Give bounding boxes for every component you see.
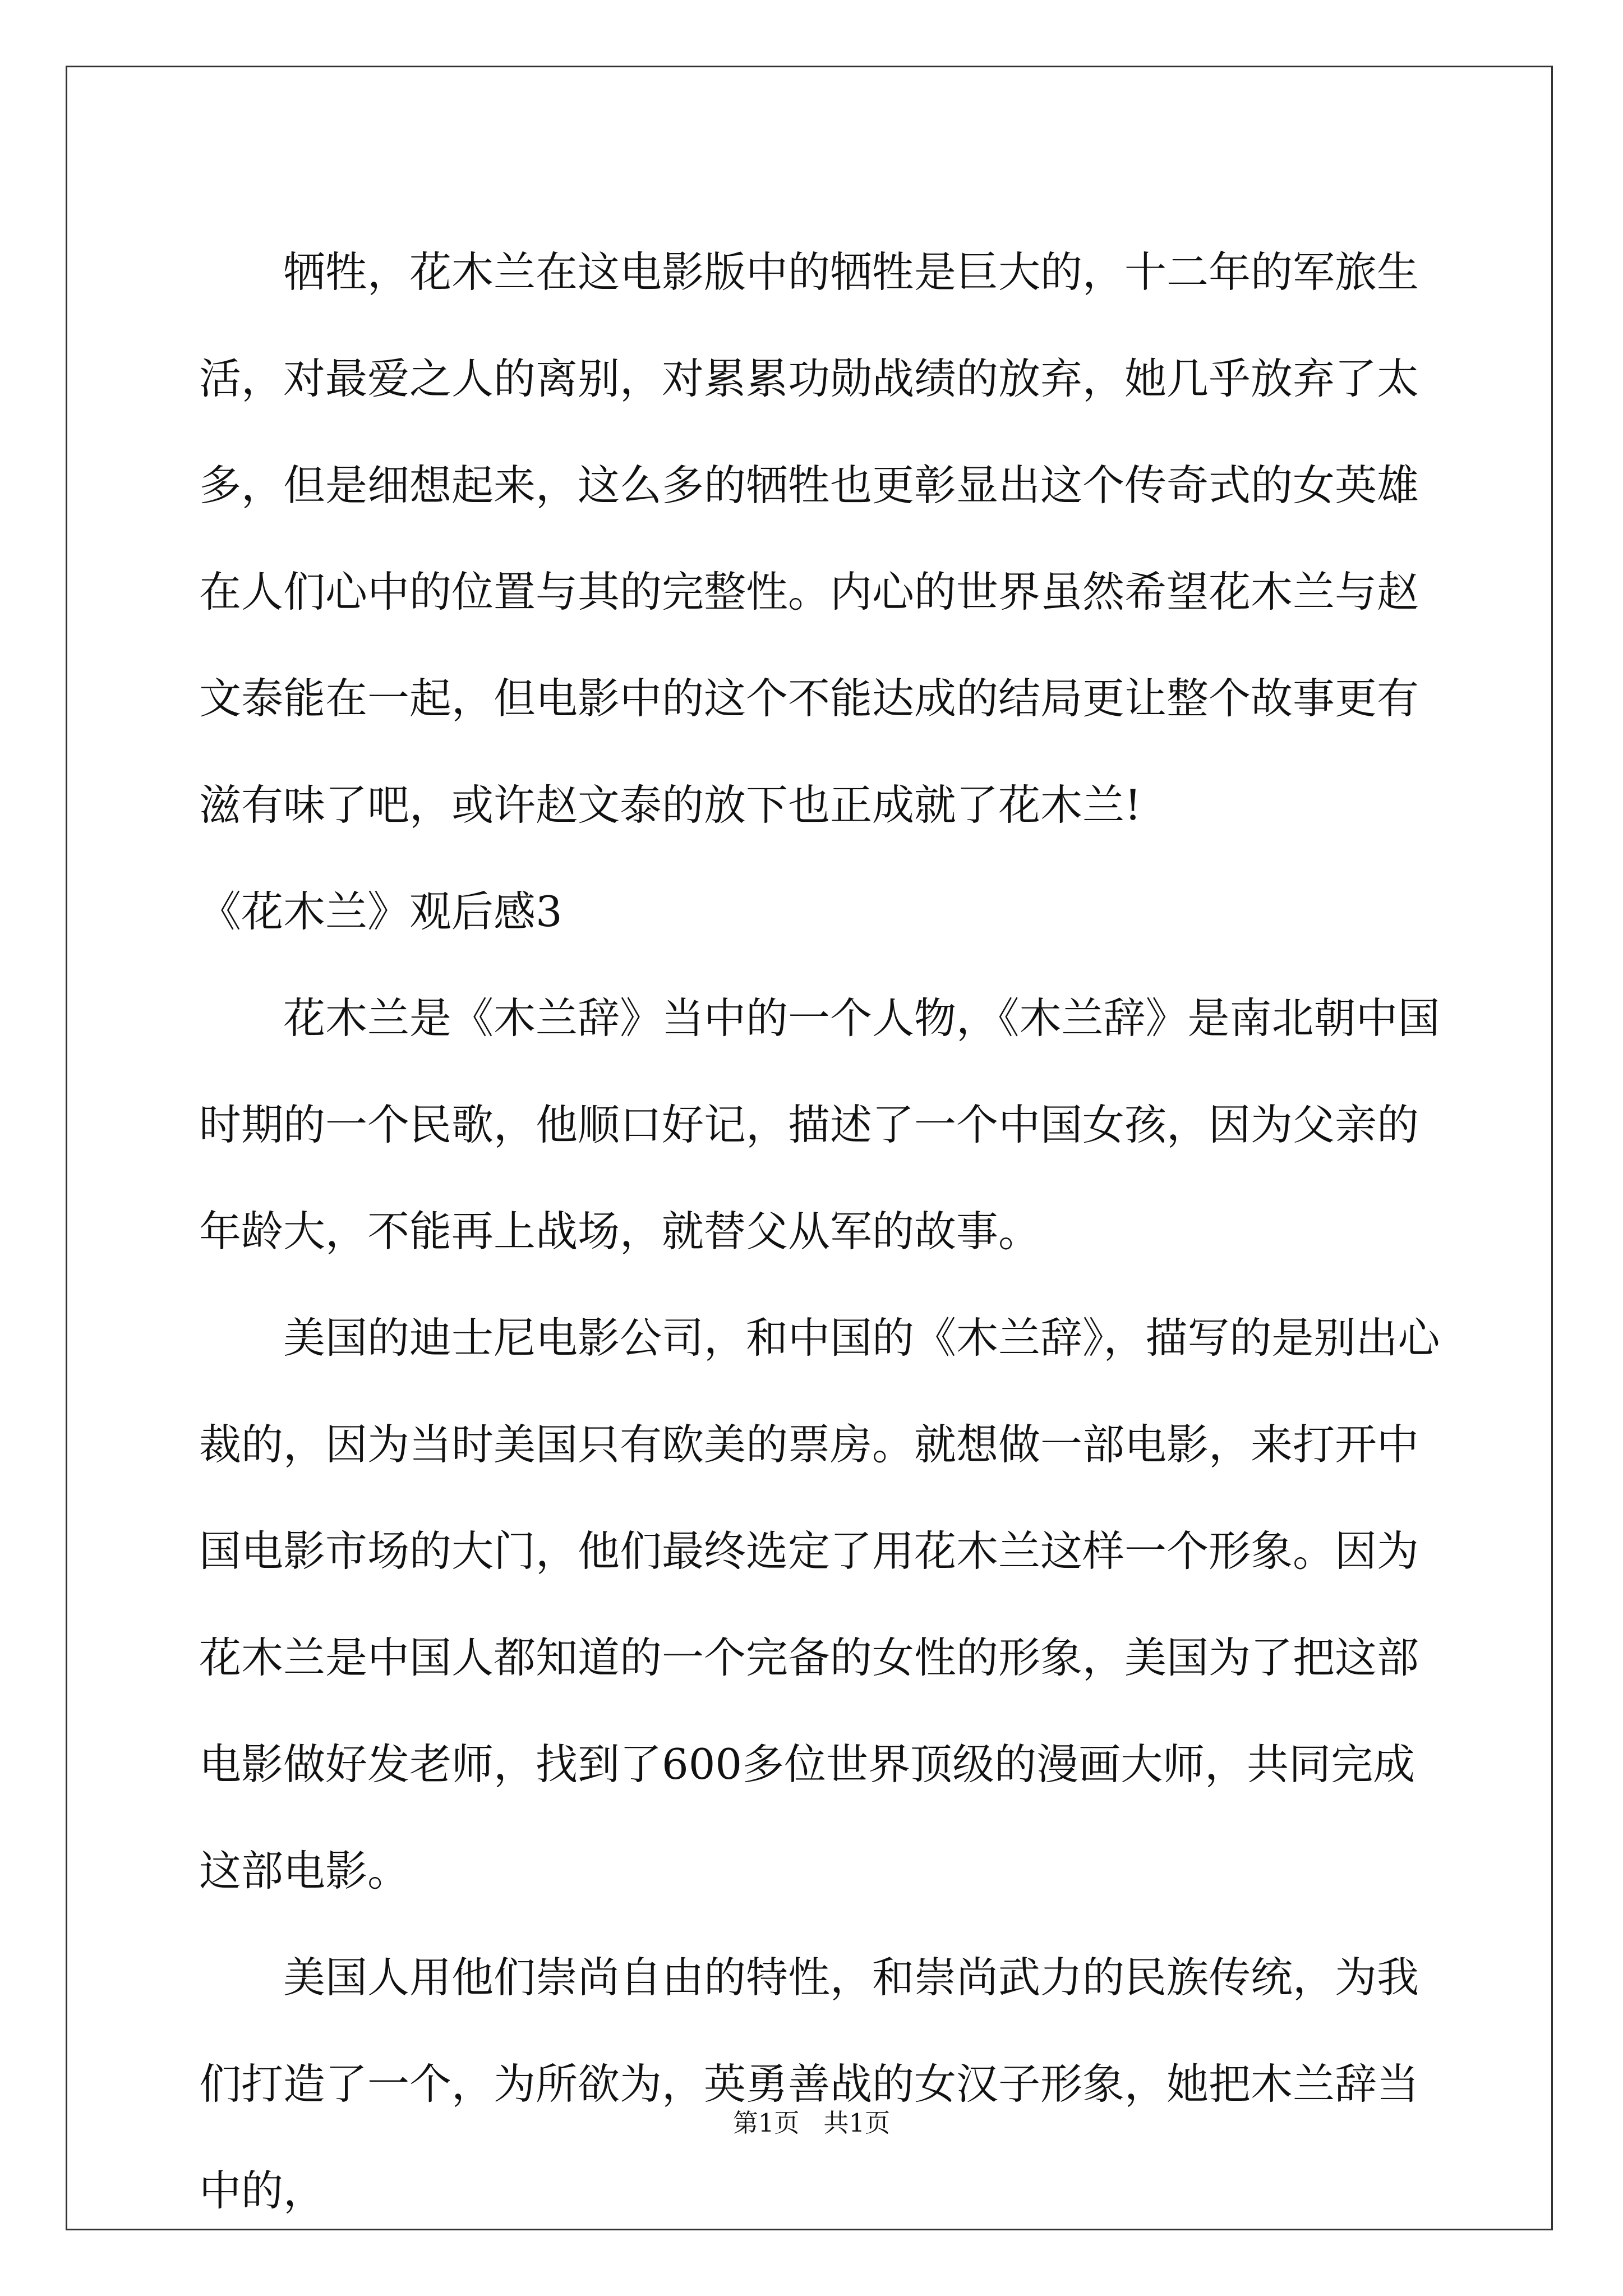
page-footer	[0, 2102, 1623, 2139]
section-title: 《花木兰》观后感3	[199, 887, 562, 936]
paragraph-sacrifice: 牺牲，花木兰在这电影版中的牺牲是巨大的，十二年的军旅生活，对最爱之人的离别，对累累功勋战绩的放弃，她几乎放弃了太多，但是细想起来，这么多的牺牲也更彰显出这个传奇式的女英雄在人们心中的位置与其的完整性。内心的世界虽然希望花木兰与赵文泰能在一起，但电影中的这个不能达成的结局更让整个故事更有滋有味了吧，或许赵文泰的放下也正成就了花木兰!	[199, 247, 1419, 830]
page-number-total: 共1页	[823, 2108, 891, 2138]
paragraph-american-spirit: 美国人用他们崇尚自由的特性，和崇尚武力的民族传统，为我们打造了一个，为所欲为，英勇善战的女汉子形象，她把木兰辞当中的，	[199, 1953, 1419, 2215]
paragraph-mulan-ci: 花木兰是《木兰辞》当中的一个人物，《木兰辞》是南北朝中国时期的一个民歌，他顺口好记，描述了一个中国女孩，因为父亲的年龄大，不能再上战场，就替父从军的故事。	[199, 993, 1440, 1256]
page-number-current: 第1页	[732, 2108, 800, 2138]
paragraph-disney: 美国的迪士尼电影公司，和中国的《木兰辞》，描写的是别出心裁的，因为当时美国只有欧美的票房。就想做一部电影，来打开中国电影市场的大门，他们最终选定了用花木兰这样一个形象。因为花木兰是中国人都知道的一个完备的女性的形象，美国为了把这部电影做好发老师，找到了600多位世界顶级的漫画大师，共同完成这部电影。	[199, 1313, 1440, 1895]
document-body	[199, 219, 1450, 2244]
